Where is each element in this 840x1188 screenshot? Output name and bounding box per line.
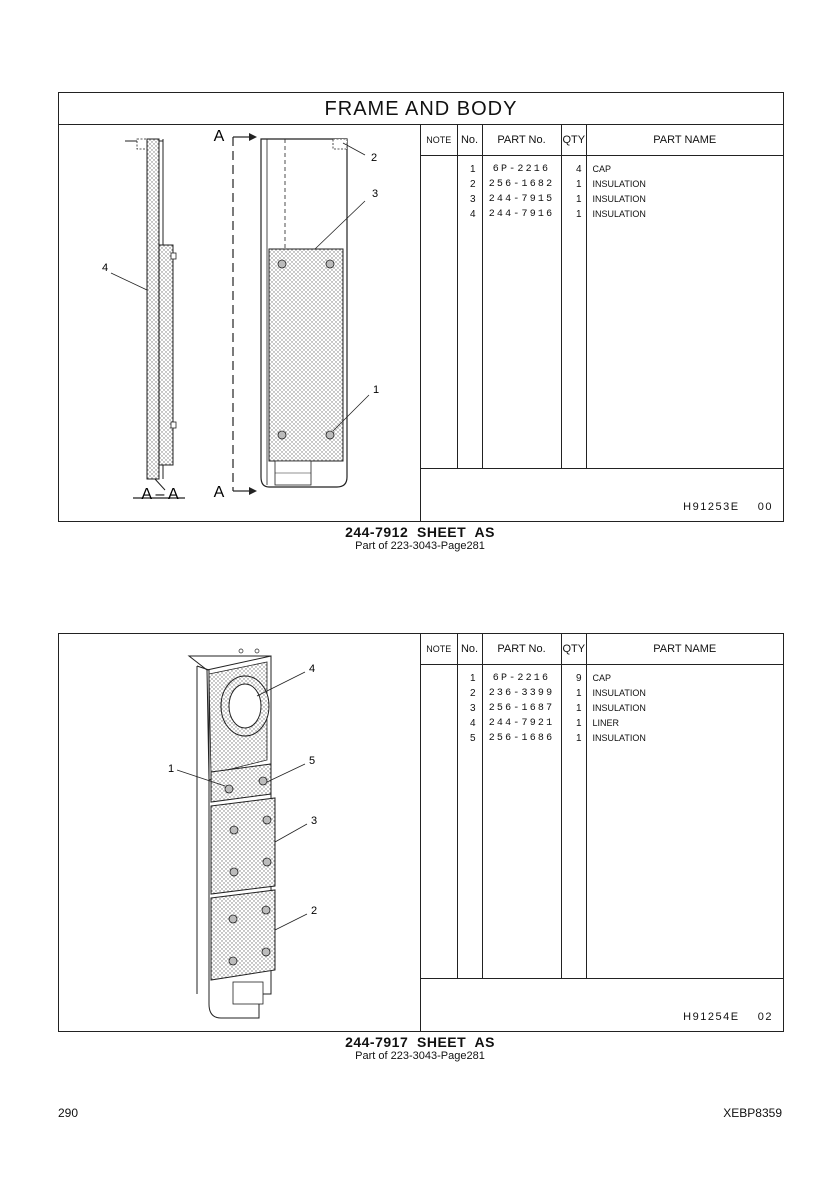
- row-part-name: LINER: [592, 718, 620, 728]
- illustration-1: [59, 125, 421, 522]
- row-no: 2: [469, 688, 476, 699]
- row-part-no: 6P-2216: [492, 673, 551, 684]
- row-part-no: 256-1686: [488, 733, 555, 744]
- row-no: 3: [469, 703, 476, 714]
- row-qty: 1: [575, 688, 582, 699]
- assembly-title: 244-7912 SHEET AS: [345, 524, 495, 540]
- row-qty: 1: [575, 179, 582, 190]
- header-no: No.: [457, 634, 482, 665]
- note-column: [421, 665, 457, 979]
- row-no: 5: [469, 733, 476, 744]
- row-no: 3: [469, 194, 476, 205]
- row-part-no: 6P-2216: [492, 164, 551, 175]
- section-title: FRAME AND BODY: [59, 93, 783, 125]
- row-part-no: 256-1687: [488, 703, 555, 714]
- row-qty: 1: [575, 194, 582, 205]
- header-qty: QTY: [561, 125, 586, 156]
- header-part-no: PART No.: [482, 634, 561, 665]
- header-note: NOTE: [421, 125, 457, 156]
- row-no: 2: [469, 179, 476, 190]
- parts-sheet-1: [58, 92, 784, 522]
- section-arrows: [233, 133, 257, 495]
- sheet-as-drawing: [59, 125, 421, 522]
- parts-table-1: [421, 125, 783, 468]
- row-no: 1: [469, 673, 476, 684]
- caption-2: [0, 1034, 840, 1062]
- assembly-title: 244-7917 SHEET AS: [345, 1034, 495, 1050]
- header-note: NOTE: [421, 634, 457, 665]
- parts-sheet-2: [58, 633, 784, 1032]
- row-no: 4: [469, 209, 476, 220]
- row-part-name: INSULATION: [592, 194, 646, 204]
- header-part-name: PART NAME: [586, 125, 783, 156]
- row-qty: 1: [575, 718, 582, 729]
- callout-4: 4: [101, 262, 109, 274]
- section-label-bottom: A: [213, 484, 225, 501]
- sheet-footer: [421, 978, 783, 1031]
- sheet-as-drawing: [59, 634, 421, 1031]
- sheet-footer: [421, 468, 783, 521]
- section-label-top: A: [213, 128, 225, 145]
- row-part-name: INSULATION: [592, 733, 646, 743]
- row-qty: 1: [575, 209, 582, 220]
- row-part-name: CAP: [592, 673, 612, 683]
- callout-4: 4: [309, 663, 316, 675]
- header-part-no: PART No.: [482, 125, 561, 156]
- assembly-subtitle: Part of 223-3043-Page281: [355, 540, 485, 552]
- callout-2: 2: [311, 905, 318, 917]
- row-part-no: 244-7916: [488, 209, 555, 220]
- callout-3: 3: [311, 815, 318, 827]
- row-part-no: 256-1682: [488, 179, 555, 190]
- row-part-name: INSULATION: [592, 688, 646, 698]
- drawing-reference: H91253E 00: [683, 501, 773, 513]
- header-part-name: PART NAME: [586, 634, 783, 665]
- callout-2: 2: [371, 152, 378, 164]
- header-no: No.: [457, 125, 482, 156]
- row-part-name: INSULATION: [592, 703, 646, 713]
- caption-1: [0, 524, 840, 552]
- callout-1: 1: [167, 763, 175, 775]
- drawing-reference: H91254E 02: [683, 1011, 773, 1023]
- callout-3: 3: [372, 188, 379, 200]
- document-code: XEBP8359: [723, 1106, 782, 1120]
- front-view: [261, 139, 369, 487]
- row-part-name: CAP: [592, 164, 612, 174]
- header-qty: QTY: [561, 634, 586, 665]
- row-part-no: 236-3399: [488, 688, 555, 699]
- parts-table-2: [421, 634, 783, 978]
- iso-view: [177, 649, 307, 1018]
- row-part-name: INSULATION: [592, 209, 646, 219]
- illustration-2: [59, 634, 421, 1031]
- row-qty: 1: [575, 733, 582, 744]
- row-part-no: 244-7915: [488, 194, 555, 205]
- row-qty: 9: [575, 673, 582, 684]
- callout-1: 1: [373, 384, 380, 396]
- note-column: [421, 156, 457, 469]
- row-qty: 4: [575, 164, 582, 175]
- row-no: 4: [469, 718, 476, 729]
- section-view: [111, 139, 185, 498]
- callout-5: 5: [309, 755, 316, 767]
- row-qty: 1: [575, 703, 582, 714]
- assembly-subtitle: Part of 223-3043-Page281: [355, 1050, 485, 1062]
- row-no: 1: [469, 164, 476, 175]
- page-number: 290: [58, 1106, 79, 1120]
- section-view-label: A – A: [141, 486, 179, 503]
- row-part-name: INSULATION: [592, 179, 646, 189]
- row-part-no: 244-7921: [488, 718, 555, 729]
